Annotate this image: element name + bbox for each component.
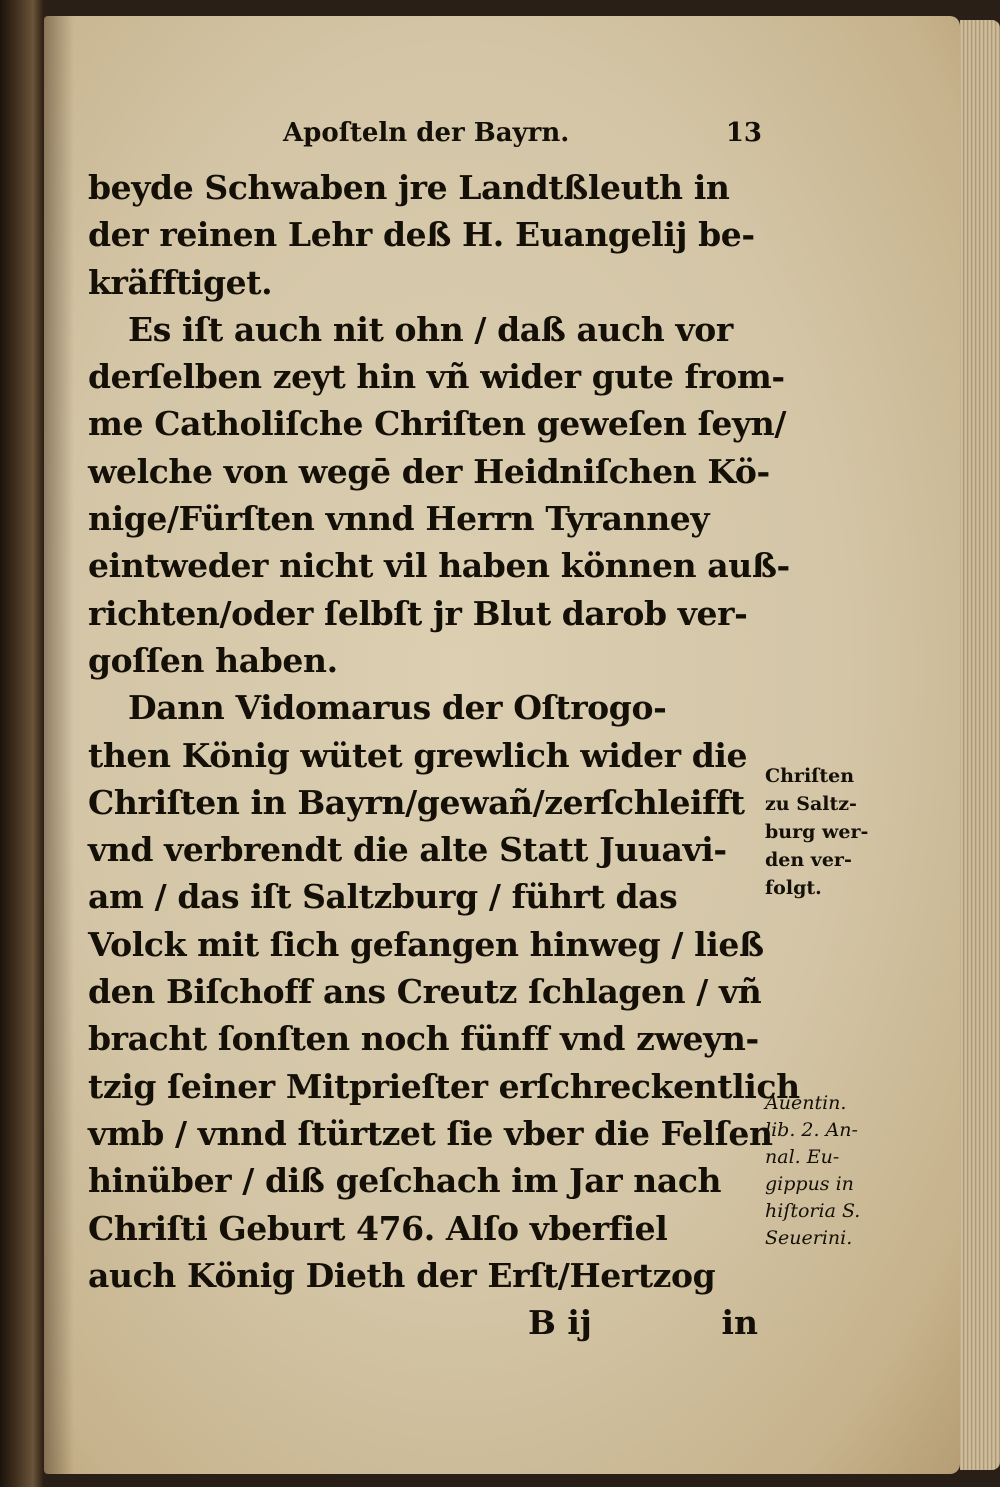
body-line: derſelben zeyt hin vñ wider gute from-	[88, 357, 785, 397]
body-line: tzig ſeiner Mitprieſter erſchreckentlich	[88, 1066, 800, 1106]
marginal-note-line: Seuerini.	[765, 1227, 853, 1249]
marginal-note-line: hiſtoria S.	[765, 1200, 861, 1222]
body-line: me Catholiſche Chriſten geweſen ſeyn/	[88, 404, 786, 444]
body-line: goſſen haben.	[88, 640, 338, 680]
body-line: am / das iſt Saltzburg / führt das	[88, 877, 678, 917]
signature-mark: B ij	[528, 1303, 592, 1343]
body-line: then König wütet grewlich wider die	[88, 735, 748, 775]
left-page-edge	[0, 0, 44, 1487]
marginal-note	[765, 762, 900, 902]
running-head-title: Apoſteln der Bayrn.	[283, 118, 570, 148]
folio-number: 13	[725, 118, 762, 148]
marginal-note-line: nal. Eu-	[765, 1146, 840, 1168]
page-gutter-shadow	[44, 16, 74, 1474]
body-line: bracht ſonſten noch fünff vnd zweyn-	[88, 1019, 759, 1059]
body-line: beyde Schwaben jre Landtßleuth in	[88, 168, 730, 207]
running-head	[88, 118, 768, 164]
body-line: hinüber / diß geſchach im Jar nach	[88, 1161, 722, 1201]
marginal-note-line: Auentin.	[765, 1092, 847, 1114]
marginal-note-line: gippus in	[765, 1173, 854, 1195]
body-line: den Biſchoff ans Creutz ſchlagen / vñ	[88, 972, 762, 1012]
paragraph-start-line: Es iſt auch nit ohn / daß auch vor	[128, 309, 733, 349]
body-line: Chriſti Geburt 476. Alſo vberfiel	[88, 1208, 668, 1248]
body-line: Chriſten in Bayrn/gewañ/zerſchleifft	[88, 782, 745, 822]
body-line: welche von wegē der Heidniſchen Kö-	[88, 451, 770, 491]
body-line: der reinen Lehr deß H. Euangelij be-	[88, 215, 755, 255]
body-line: richten/oder ſelbſt jr Blut darob ver-	[88, 593, 748, 633]
body-line: vnd verbrendt die alte Statt Juuavi-	[88, 830, 727, 870]
paragraph-start-line: Dann Vidomarus der Oſtrogo-	[128, 688, 667, 728]
body-line: kräfftiget.	[88, 262, 273, 302]
marginal-note-line: zu Saltz-	[765, 793, 857, 815]
marginal-note-line: den ver-	[765, 849, 852, 871]
page-stack-edges	[960, 20, 1000, 1470]
body-line: nige/Fürſten vnnd Herrn Tyranney	[88, 499, 710, 539]
marginal-note-line: burg wer-	[765, 821, 869, 843]
marginal-note-line: lib. 2. An-	[765, 1119, 858, 1141]
marginal-note	[765, 1090, 900, 1252]
marginal-note-line: folgt.	[765, 877, 822, 899]
body-line: Volck mit ſich gefangen hinweg / ließ	[88, 924, 764, 964]
catchword: in	[721, 1303, 758, 1343]
body-line: auch König Dieth der Erſt/Hertzog	[88, 1255, 716, 1295]
marginal-note-line: Chriſten	[765, 765, 855, 787]
signature-line	[88, 1299, 768, 1347]
body-line: eintweder nicht vil haben können auß-	[88, 546, 790, 586]
body-line: vmb / vnnd ſtürtzet ſie vber die Felſen	[88, 1113, 773, 1153]
